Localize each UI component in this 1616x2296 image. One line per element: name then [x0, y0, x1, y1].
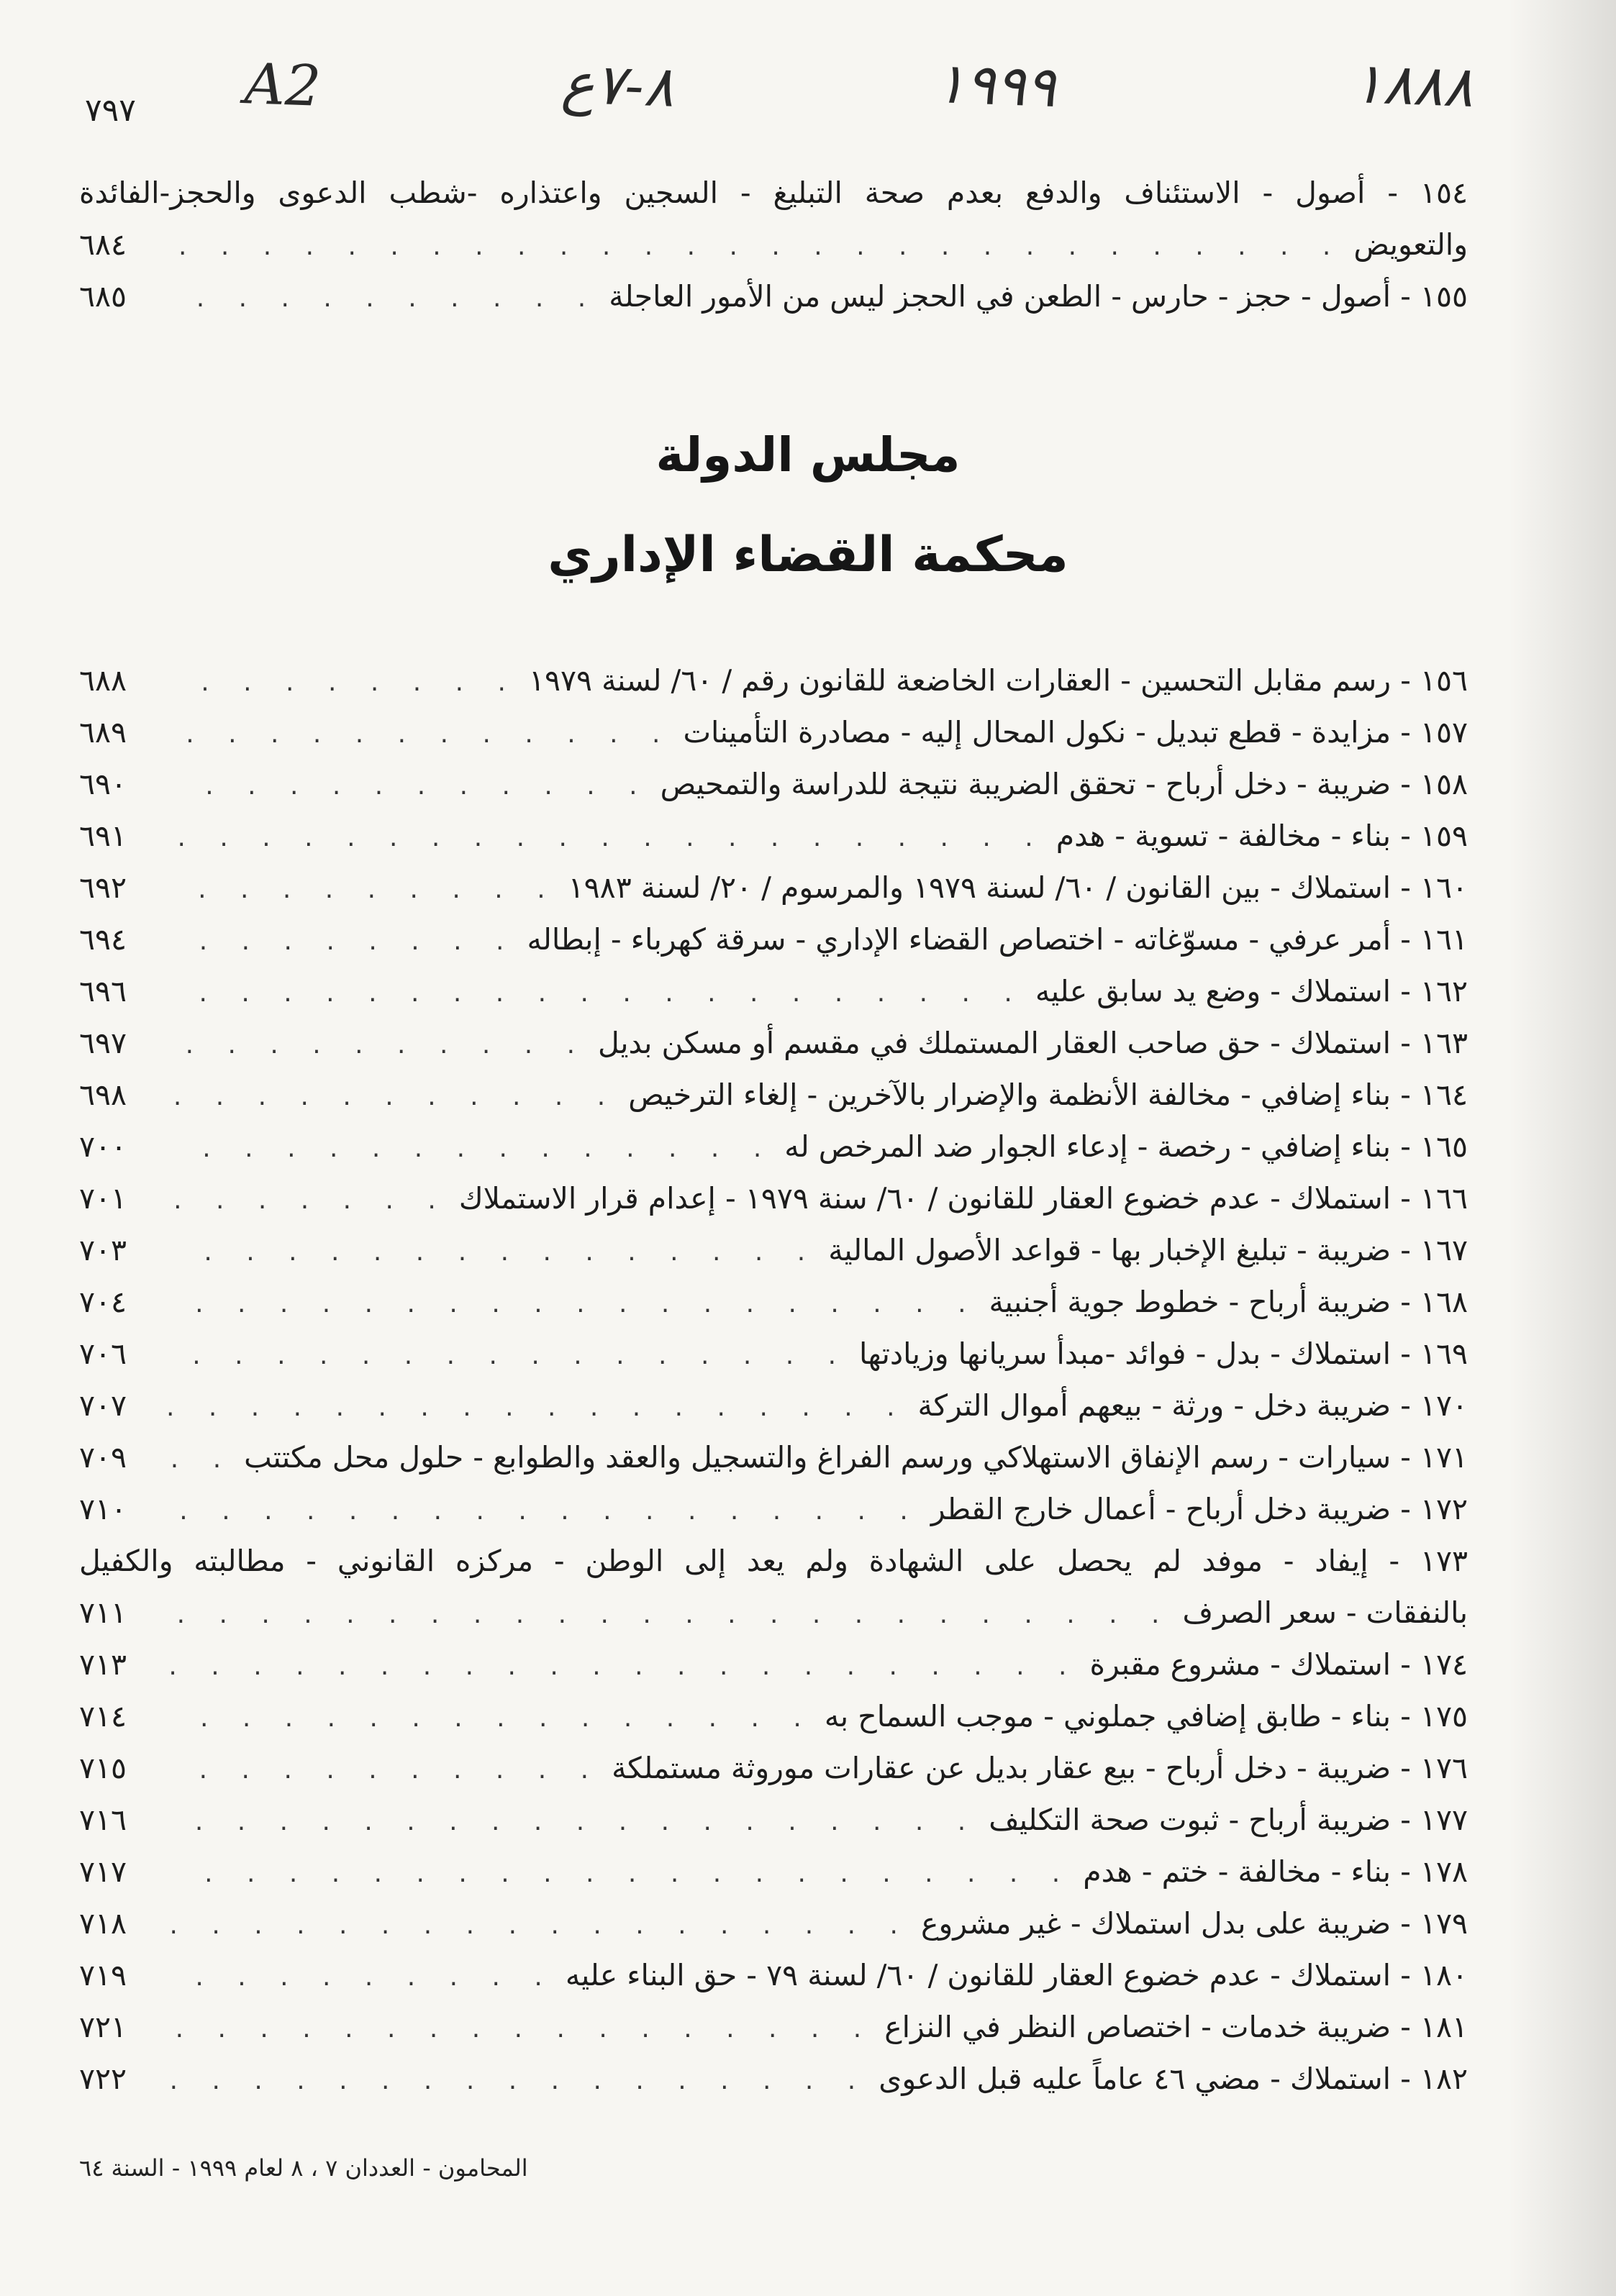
index-entry: [79, 758, 1468, 810]
entry-text: ١٧٣ - إيفاد - موفد لم يحصل على الشهادة ولم يعد إلى الوطن - مركزه القانوني - مطالبته والكفيل: [79, 1544, 1468, 1578]
dot-leader: [168, 709, 673, 760]
dot-leader: [168, 1485, 921, 1537]
footer-journal-info: المحامون - العددان ٧ ، ٨ لعام ١٩٩٩ - السنة ٦٤: [79, 2154, 528, 2182]
dot-leader: [168, 1589, 1172, 1641]
dot-leader: [168, 760, 650, 812]
dot-leader: [168, 2003, 874, 2055]
dot-leader: [168, 1848, 1073, 1900]
index-entry: [79, 1639, 1468, 1690]
entry-text: ١٧٧ - ضريبة أرباح - ثبوت صحة التكليف: [989, 1803, 1468, 1837]
index-entry: [79, 1898, 1468, 1949]
dot-leader: [168, 1175, 449, 1226]
entry-text: ١٥٥ - أصول - حجز - حارس - الطعن في الحجز ليس من الأمور العاجلة: [609, 279, 1468, 314]
dot-leader: [168, 916, 517, 967]
index-entry: [79, 1224, 1468, 1276]
dot-leader: [168, 1434, 234, 1485]
entry-text: ١٥٤ - أصول - الاستئناف والدفع بعدم صحة التبليغ - السجين واعتذاره -شطب الدعوى والحجز-الفائدة: [79, 176, 1468, 210]
entry-text: ١٧٩ - ضريبة على بدل استملاك - غير مشروع: [921, 1906, 1468, 1941]
index-entry: [79, 1483, 1468, 1535]
entry-text: ١٧٠ - ضريبة دخل - ورثة - بيعهم أموال التركة: [917, 1388, 1468, 1423]
entry-text: ١٥٩ - بناء - مخالفة - تسوية - هدم: [1056, 819, 1468, 853]
dot-leader: [168, 1226, 818, 1278]
entry-text: ١٦١ - أمر عرفي - مسوّغاته - اختصاص القضاء الإداري - سرقة كهرباء - إبطاله: [527, 922, 1468, 957]
entry-text: والتعويض: [1353, 227, 1468, 262]
entry-text: ١٥٨ - ضريبة - دخل أرباح - تحقق الضريبة نتيجة للدراسة والتمحيص: [660, 767, 1468, 801]
entry-text: ١٧٢ - ضريبة دخل أرباح - أعمال خارج القطر: [930, 1492, 1468, 1526]
entry-page-number: ٦٩٨: [79, 1078, 127, 1112]
dot-leader: [168, 1744, 602, 1796]
page-number: ٧٩٧: [85, 92, 136, 129]
index-entry: [79, 655, 1468, 706]
dot-leader: [168, 657, 519, 709]
index-section-1: [79, 167, 1468, 322]
dot-leader: [168, 1382, 908, 1434]
index-entry: [79, 862, 1468, 914]
entry-page-number: ٧١٥: [79, 1751, 127, 1785]
entry-page-number: ٧١٠: [79, 1492, 127, 1526]
index-entry: [79, 2001, 1468, 2053]
index-entry: [79, 1328, 1468, 1380]
index-entry: [79, 167, 1468, 270]
entry-text: ١٦٢ - استملاك - وضع يد سابق عليه: [1035, 974, 1468, 1008]
index-section-2: [79, 655, 1468, 2105]
dot-leader: [168, 1123, 774, 1175]
entry-text: ١٦٤ - بناء إضافي - مخالفة الأنظمة والإضرار بالآخرين - إلغاء الترخيص: [628, 1078, 1468, 1112]
entry-page-number: ٦٩٤: [79, 922, 127, 957]
entry-text: ١٨١ - ضريبة خدمات - اختصاص النظر في النزاع: [884, 2010, 1468, 2044]
entry-text: ١٧٨ - بناء - مخالفة - ختم - هدم: [1083, 1854, 1468, 1889]
entry-text: ١٦٨ - ضريبة أرباح - خطوط جوية أجنبية: [989, 1285, 1468, 1319]
index-entry: [79, 2053, 1468, 2105]
handwritten-code: A2: [243, 52, 322, 119]
entry-page-number: ٧٠٣: [79, 1233, 127, 1267]
entry-text: ١٦٠ - استملاك - بين القانون / ٦٠/ لسنة ١٩٧٩ والمرسوم / ٢٠/ لسنة ١٩٨٣: [568, 870, 1468, 905]
handwritten-ref: ١٨٨٨: [1351, 51, 1475, 120]
handwritten-year: ١٩٩٩: [934, 51, 1058, 120]
entry-text: ١٧٥ - بناء - طابق إضافي جملوني - موجب السماح به: [824, 1699, 1468, 1734]
entry-text: ١٧٤ - استملاك - مشروع مقبرة: [1089, 1647, 1468, 1682]
index-entry: [79, 810, 1468, 862]
page-edge-shadow: [1508, 0, 1616, 2296]
entry-page-number: ٧١٩: [79, 1958, 127, 1992]
entry-text: ١٧٦ - ضريبة - دخل أرباح - بيع عقار بديل عن عقارات موروثة مستملكة: [612, 1751, 1468, 1785]
index-entry: [79, 1172, 1468, 1224]
index-entry: [79, 914, 1468, 965]
index-entry: [79, 1846, 1468, 1898]
index-entry: [79, 1949, 1468, 2001]
index-entry: [79, 1276, 1468, 1328]
entry-page-number: ٧٠٠: [79, 1129, 127, 1164]
index-entry: [79, 1742, 1468, 1794]
entry-page-number: ٧١٣: [79, 1647, 127, 1682]
entry-page-number: ٧١٨: [79, 1906, 127, 1941]
index-entry: [79, 1121, 1468, 1172]
entry-page-number: ٧١٤: [79, 1699, 127, 1734]
dot-leader: [168, 2055, 868, 2107]
heading-state-council: مجلس الدولة: [655, 427, 961, 483]
index-entry: [79, 1690, 1468, 1742]
entry-text: بالنفقات - سعر الصرف: [1182, 1595, 1468, 1630]
dot-leader: [168, 1278, 979, 1330]
entry-page-number: ٧١٧: [79, 1854, 127, 1889]
index-entry: [79, 1794, 1468, 1846]
entry-text: ١٥٦ - رسم مقابل التحسين - العقارات الخاضعة للقانون رقم / ٦٠/ لسنة ١٩٧٩: [528, 663, 1468, 698]
dot-leader: [168, 273, 599, 324]
entry-page-number: ٦٩٦: [79, 974, 127, 1008]
entry-page-number: ٧٠٩: [79, 1440, 127, 1475]
dot-leader: [168, 1951, 555, 2003]
entry-page-number: ٧٠١: [79, 1181, 127, 1216]
dot-leader: [168, 1641, 1079, 1693]
heading-administrative-court: محكمة القضاء الإداري: [548, 527, 1068, 583]
entry-page-number: ٦٩٠: [79, 767, 127, 801]
entry-text: ١٦٥ - بناء إضافي - رخصة - إدعاء الجوار ضد المرخص له: [784, 1129, 1468, 1164]
entry-text: ١٧١ - سيارات - رسم الإنفاق الاستهلاكي ورسم الفراغ والتسجيل والعقد والطوابع - حلول محل مكتتب: [244, 1440, 1468, 1475]
entry-text: ١٦٧ - ضريبة - تبليغ الإخبار بها - قواعد الأصول المالية: [828, 1233, 1468, 1267]
dot-leader: [168, 1693, 814, 1744]
entry-text: ١٦٦ - استملاك - عدم خضوع العقار للقانون / ٦٠/ سنة ١٩٧٩ - إعدام قرار الاستملاك: [458, 1181, 1468, 1216]
entry-text: ١٥٧ - مزايدة - قطع تبديل - نكول المحال إليه - مصادرة التأمينات: [683, 715, 1468, 750]
entry-page-number: ٦٨٨: [79, 663, 127, 698]
index-entry: [79, 1017, 1468, 1069]
dot-leader: [168, 1019, 588, 1071]
handwritten-issue: ٨-٧ع: [560, 51, 676, 120]
index-entry: [79, 706, 1468, 758]
dot-leader: [168, 1796, 979, 1848]
index-entry: [79, 270, 1468, 322]
entry-page-number: ٦٩٧: [79, 1026, 127, 1060]
entry-text: ١٨٢ - استملاك - مضي ٤٦ عاماً عليه قبل الدعوى: [879, 2062, 1468, 2096]
entry-text: ١٦٣ - استملاك - حق صاحب العقار المستملك في مقسم أو مسكن بديل: [598, 1026, 1468, 1060]
dot-leader: [168, 1330, 849, 1382]
entry-page-number: ٧١١: [79, 1595, 127, 1630]
entry-page-number: ٧٠٤: [79, 1285, 127, 1319]
dot-leader: [168, 221, 1343, 273]
dot-leader: [168, 1900, 911, 1951]
dot-leader: [168, 812, 1046, 864]
entry-page-number: ٦٨٩: [79, 715, 127, 750]
entry-page-number: ٦٩٢: [79, 870, 127, 905]
entry-page-number: ٧٠٦: [79, 1336, 127, 1371]
entry-text: ١٦٩ - استملاك - بدل - فوائد -مبدأ سريانها وزيادتها: [859, 1336, 1468, 1371]
index-entry: [79, 1380, 1468, 1431]
dot-leader: [168, 967, 1025, 1019]
entry-page-number: ٧٢١: [79, 2010, 127, 2044]
entry-page-number: ٧٠٧: [79, 1388, 127, 1423]
dot-leader: [168, 1071, 618, 1123]
index-entry: [79, 1431, 1468, 1483]
entry-page-number: ٦٩١: [79, 819, 127, 853]
index-entry: [79, 1069, 1468, 1121]
entry-text: ١٨٠ - استملاك - عدم خضوع العقار للقانون / ٦٠/ لسنة ٧٩ - حق البناء عليه: [565, 1958, 1468, 1992]
entry-page-number: ٦٨٤: [79, 227, 127, 262]
dot-leader: [168, 864, 558, 916]
index-entry: [79, 965, 1468, 1017]
index-entry: [79, 1535, 1468, 1639]
entry-page-number: ٦٨٥: [79, 279, 127, 314]
entry-page-number: ٧١٦: [79, 1803, 127, 1837]
entry-page-number: ٧٢٢: [79, 2062, 127, 2096]
